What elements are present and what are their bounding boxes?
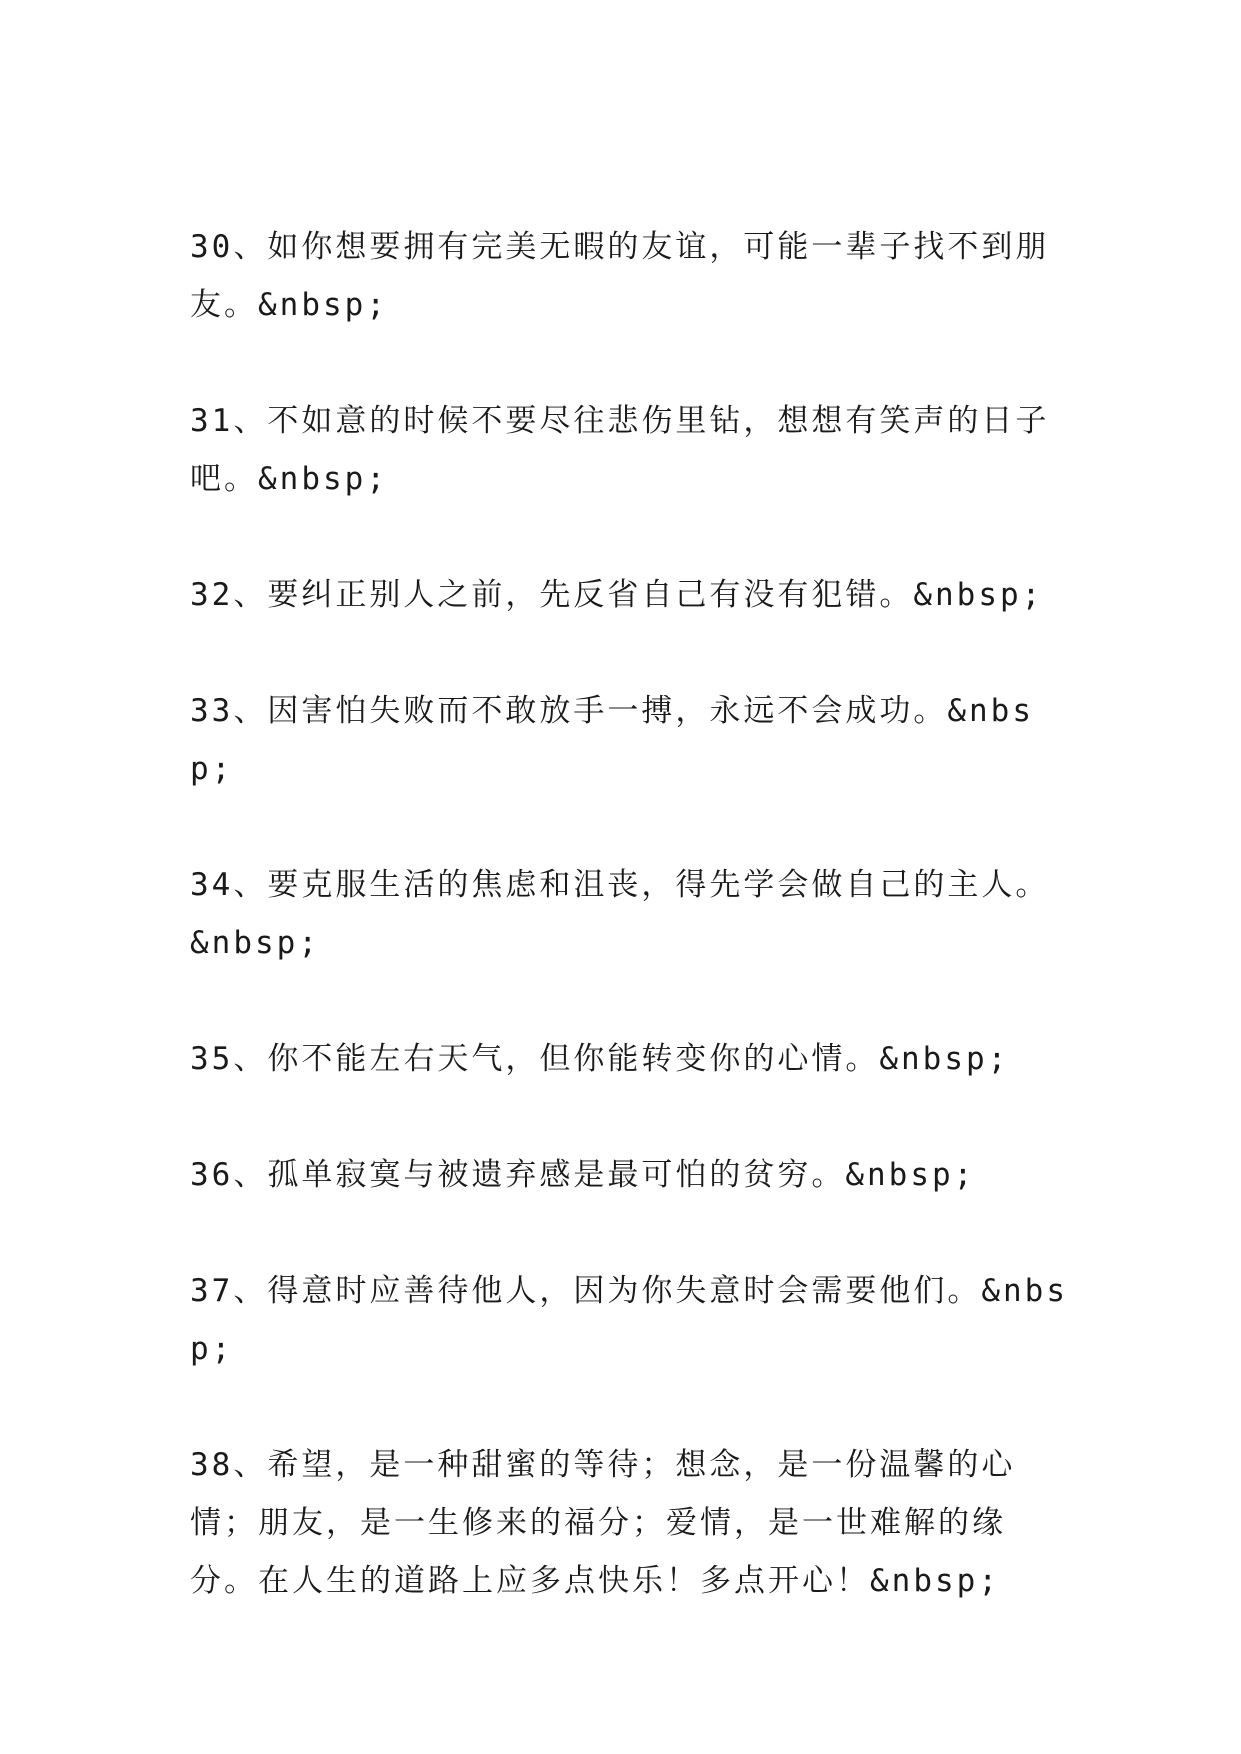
paragraph-35: 35、你不能左右天气，但你能转变你的心情。&nbsp; [190, 1041, 1010, 1077]
paragraph-32: 32、要纠正别人之前，先反省自己有没有犯错。&nbsp; [190, 577, 1044, 613]
paragraph-37: 37、得意时应善待他人，因为你失意时会需要他们。&nbsp; [190, 1273, 1068, 1367]
paragraph-30: 30、如你想要拥有完美无暇的友谊，可能一辈子找不到朋友。&nbsp; [190, 229, 1050, 323]
paragraph-34: 34、要克服生活的焦虑和沮丧，得先学会做自己的主人。&nbsp; [190, 867, 1050, 961]
paragraph-33: 33、因害怕失败而不敢放手一搏，永远不会成功。&nbsp; [190, 693, 1034, 787]
document-body [190, 218, 1070, 1610]
paragraph-36: 36、孤单寂寞与被遗弃感是最可怕的贫穷。&nbsp; [190, 1157, 976, 1193]
paragraph-38: 38、希望，是一种甜蜜的等待；想念，是一份温馨的心情；朋友，是一生修来的福分；爱情，是一世难解的缘分。在人生的道路上应多点快乐！多点开心！&nbsp; [190, 1447, 1016, 1599]
paragraph-31: 31、不如意的时候不要尽往悲伤里钻，想想有笑声的日子吧。&nbsp; [190, 403, 1050, 497]
